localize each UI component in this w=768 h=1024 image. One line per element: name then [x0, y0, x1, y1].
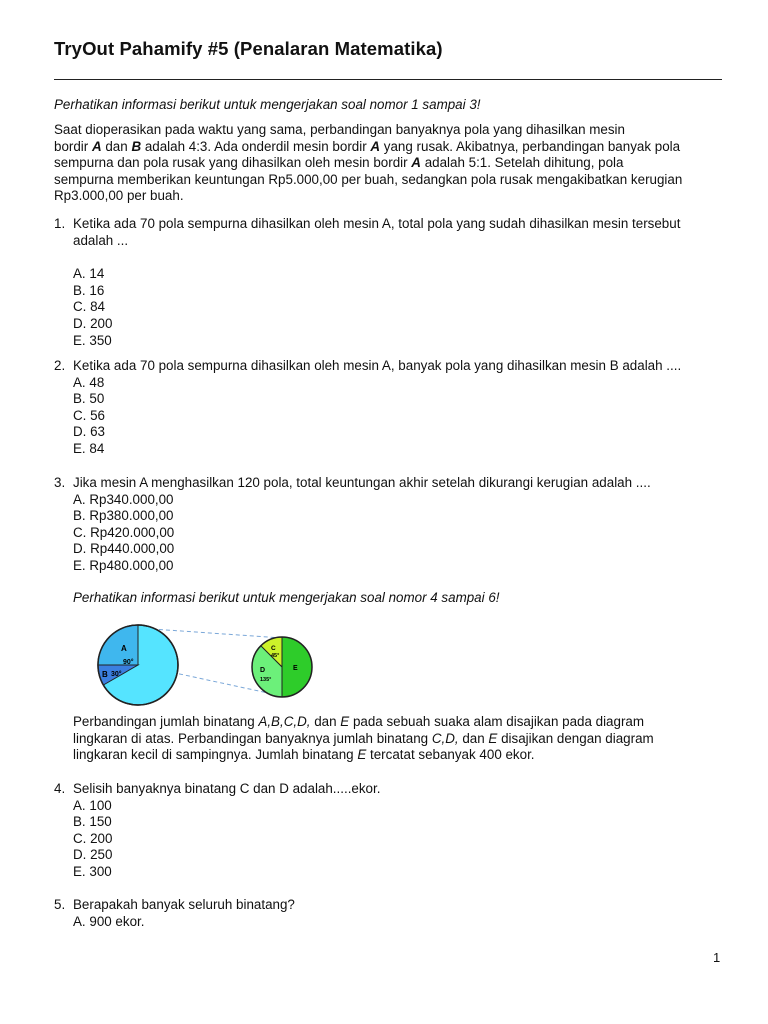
paragraph-line: lingkaran kecil di sampingnya. Jumlah binatang E tercatat sebanyak 400 ekor. — [73, 747, 535, 763]
page-number: 1 — [713, 950, 721, 965]
question-number: 1. — [54, 216, 66, 231]
option: A. 14 — [73, 266, 105, 282]
option: D. Rp440.000,00 — [73, 541, 175, 557]
option: C. 56 — [73, 407, 106, 423]
angle-a: 90° — [123, 659, 134, 666]
option: A. 48 — [73, 374, 105, 390]
paragraph-line: sempurna dan pola rusak yang dihasilkan oleh mesin bordir A adalah 5:1. Setelah dihitung, pola — [54, 155, 624, 171]
option: E. 84 — [73, 440, 105, 456]
paragraph-line: bordir A dan B adalah 4:3. Ada onderdil mesin bordir A yang rusak. Akibatnya, perbandingan banyak pola — [54, 138, 681, 154]
options-list — [73, 492, 723, 575]
label-d: D — [260, 667, 266, 674]
label-a: A — [121, 644, 127, 653]
question-number: 5. — [54, 897, 66, 912]
question-number: 3. — [54, 475, 66, 490]
paragraph-line: Perbandingan jumlah binatang A,B,C,D, dan E pada sebuah suaka alam disajikan pada diagram — [73, 714, 645, 729]
context-paragraph-2 — [73, 714, 723, 764]
option: B. 16 — [73, 282, 105, 298]
question-text: Berapakah banyak seluruh binatang? — [73, 897, 295, 912]
option: C. Rp420.000,00 — [73, 524, 175, 540]
label-c: C — [271, 645, 276, 652]
question-text: Ketika ada 70 pola sempurna dihasilkan oleh mesin A, total pola yang sudah dihasilkan mesin tersebut — [73, 216, 681, 231]
big-pie — [98, 625, 178, 705]
pie-diagrams — [90, 620, 330, 710]
question-text: adalah ... — [73, 232, 129, 248]
title-divider — [54, 79, 722, 80]
question-text: Ketika ada 70 pola sempurna dihasilkan oleh mesin A, banyak pola yang dihasilkan mesin B adalah .... — [73, 358, 682, 373]
angle-b: 30° — [111, 671, 122, 678]
question-text: Jika mesin A menghasilkan 120 pola, total keuntungan akhir setelah dikurangi kerugian adalah .... — [73, 475, 651, 490]
angle-d: 135° — [260, 677, 272, 683]
option: A. Rp340.000,00 — [73, 491, 174, 507]
option: E. 300 — [73, 863, 112, 879]
paragraph-line: Saat dioperasikan pada waktu yang sama, perbandingan banyaknya pola yang dihasilkan mesin — [54, 122, 625, 137]
option: A. 100 — [73, 797, 112, 813]
page-title: TryOut Pahamify #5 (Penalaran Matematika) — [54, 38, 443, 59]
options-list — [73, 914, 723, 931]
paragraph-line: lingkaran di atas. Perbandingan banyaknya jumlah binatang C,D, dan E disajikan dengan diagram — [73, 730, 654, 746]
small-pie — [252, 637, 312, 697]
option: E. Rp480.000,00 — [73, 557, 174, 573]
option: E. 350 — [73, 332, 112, 348]
context-paragraph-1 — [54, 122, 726, 205]
option: C. 84 — [73, 299, 106, 315]
option: B. 50 — [73, 391, 105, 407]
options-list — [73, 375, 723, 458]
label-b: B — [102, 670, 108, 679]
angle-c: 45° — [271, 653, 280, 659]
options-list — [73, 798, 723, 881]
options-list — [73, 266, 723, 349]
label-e: E — [293, 665, 298, 672]
question-text: Selisih banyaknya binatang C dan D adalah.....ekor. — [73, 781, 381, 796]
paragraph-line: Rp3.000,00 per buah. — [54, 188, 184, 204]
instruction-4-6: Perhatikan informasi berikut untuk mengerjakan soal nomor 4 sampai 6! — [73, 590, 500, 605]
option: B. 150 — [73, 814, 112, 830]
option: A. 900 ekor. — [73, 913, 145, 929]
option: D. 250 — [73, 847, 113, 863]
option: D. 200 — [73, 315, 113, 331]
paragraph-line: sempurna memberikan keuntungan Rp5.000,00 per buah, sedangkan pola rusak mengakibatkan kerugian — [54, 171, 683, 187]
option: C. 200 — [73, 830, 113, 846]
question-number: 2. — [54, 358, 66, 373]
option: D. 63 — [73, 424, 106, 440]
question-number: 4. — [54, 781, 66, 796]
option: B. Rp380.000,00 — [73, 508, 174, 524]
instruction-1-3: Perhatikan informasi berikut untuk mengerjakan soal nomor 1 sampai 3! — [54, 97, 481, 112]
